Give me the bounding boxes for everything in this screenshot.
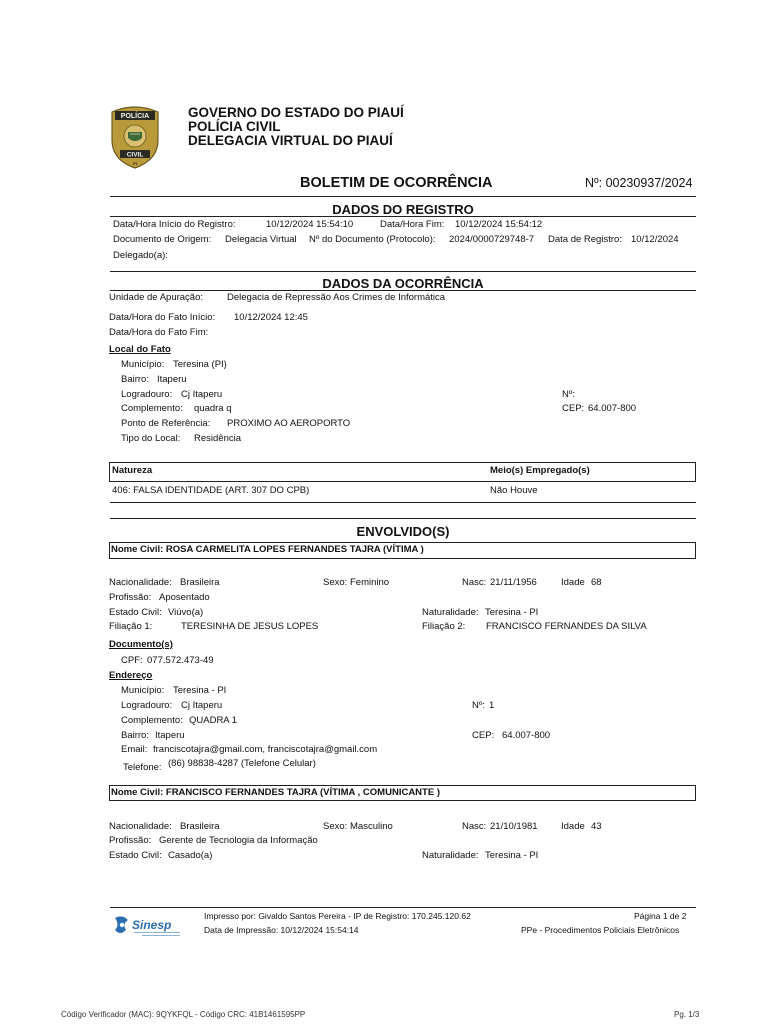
section-registro-heading: DADOS DO REGISTRO	[332, 202, 474, 217]
local-municipio-label: Município:	[121, 359, 165, 370]
registro-fim-label: Data/Hora Fim:	[380, 219, 445, 230]
p1-email-value: franciscotajra@gmail.com, franciscotajra@gmail.com	[153, 744, 378, 755]
p1-complemento-label: Complemento:	[121, 715, 183, 726]
p1-bairro-label: Bairro:	[121, 730, 149, 741]
p1-filiacao1-value: TERESINHA DE JESUS LOPES	[181, 621, 319, 632]
p1-nacionalidade-value: Brasileira	[180, 577, 220, 588]
sinesp-logo	[112, 912, 188, 940]
local-logradouro-label: Logradouro:	[121, 389, 173, 400]
local-cep-value: 64.007-800	[588, 403, 637, 414]
p2-nasc-label: Nasc:	[462, 821, 487, 832]
footer-impresso-por: Impresso por: Givaldo Santos Pereira - IP de Registro: 170.245.120.62	[204, 911, 471, 921]
registro-doc-origem-value: Delegacia Virtual	[225, 234, 297, 245]
divider	[110, 502, 696, 503]
p2-nacionalidade-value: Brasileira	[180, 821, 220, 832]
p1-nasc-label: Nasc:	[462, 577, 487, 588]
p1-sexo-label: Sexo:	[323, 577, 348, 588]
local-bairro-value: Itaperu	[157, 374, 187, 385]
divider	[110, 907, 696, 908]
registro-inicio-label: Data/Hora Início do Registro:	[113, 219, 236, 230]
natureza-header-row	[109, 462, 696, 482]
meio-header: Meio(s) Empregado(s)	[490, 465, 590, 476]
person-1-name: Nome Civil: ROSA CARMELITA LOPES FERNANDES TAJRA (VÍTIMA )	[111, 544, 424, 555]
p2-nacionalidade-label: Nacionalidade:	[109, 821, 172, 832]
registro-protocolo-value: 2024/0000729748-7	[449, 234, 535, 245]
local-cep-label: CEP:	[562, 403, 585, 414]
p1-logradouro-label: Logradouro:	[121, 700, 173, 711]
person-2-name: Nome Civil: FRANCISCO FERNANDES TAJRA (VÍTIMA , COMUNICANTE )	[111, 787, 440, 798]
p1-idade-value: 68	[591, 577, 602, 588]
p1-cpf-value: 077.572.473-49	[147, 655, 214, 666]
local-tipo-label: Tipo do Local:	[121, 433, 181, 444]
p1-estado-civil-label: Estado Civil:	[109, 607, 162, 618]
header-line-1: GOVERNO DO ESTADO DO PIAUÍ	[188, 105, 404, 120]
section-envolvidos-heading: ENVOLVIDO(S)	[356, 524, 450, 539]
p1-complemento-value: QUADRA 1	[189, 715, 238, 726]
header-line-2: POLÍCIA CIVIL	[188, 119, 281, 134]
bottom-page-number: Pg. 1/3	[674, 1010, 700, 1019]
local-bairro-label: Bairro:	[121, 374, 149, 385]
registro-fim-value: 10/12/2024 15:54:12	[455, 219, 543, 230]
document-title: BOLETIM DE OCORRÊNCIA	[300, 175, 493, 191]
natureza-header: Natureza	[112, 465, 153, 476]
local-referencia-label: Ponto de Referência:	[121, 418, 211, 429]
p1-municipio-value: Teresina - PI	[173, 685, 227, 696]
p1-sexo-value: Feminino	[350, 577, 390, 588]
p1-profissao-value: Aposentado	[159, 592, 210, 603]
meio-value: Não Houve	[490, 485, 538, 496]
p1-nacionalidade-label: Nacionalidade:	[109, 577, 172, 588]
registro-delegado-label: Delegado(a):	[113, 250, 168, 261]
p2-naturalidade-value: Teresina - PI	[485, 850, 539, 861]
p1-profissao-label: Profissão:	[109, 592, 152, 603]
header-line-3: DELEGACIA VIRTUAL DO PIAUÍ	[188, 133, 393, 148]
local-logradouro-value: Cj Itaperu	[181, 389, 223, 400]
p1-cep-label: CEP:	[472, 730, 495, 741]
divider	[110, 271, 696, 272]
p1-telefone-label: Telefone:	[123, 762, 162, 773]
p1-email-label: Email:	[121, 744, 148, 755]
document-number	[585, 176, 692, 190]
divider	[110, 196, 696, 197]
p1-idade-label: Idade	[561, 577, 585, 588]
document-number-label: Nº:	[585, 176, 603, 190]
section-ocorrencia-heading: DADOS DA OCORRÊNCIA	[322, 276, 484, 291]
p1-naturalidade-label: Naturalidade:	[422, 607, 479, 618]
unidade-label: Unidade de Apuração:	[109, 292, 204, 303]
p1-documentos-heading: Documento(s)	[109, 639, 173, 650]
document-number-value: 00230937/2024	[605, 176, 693, 190]
p2-naturalidade-label: Naturalidade:	[422, 850, 479, 861]
p2-nasc-value: 21/10/1981	[490, 821, 538, 832]
p1-cep-value: 64.007-800	[502, 730, 551, 741]
registro-data-value: 10/12/2024	[631, 234, 679, 245]
local-numero-label: Nº:	[562, 389, 575, 400]
p2-profissao-value: Gerente de Tecnologia da Informação	[159, 835, 318, 846]
p1-filiacao1-label: Filiação 1:	[109, 621, 153, 632]
divider	[110, 518, 696, 519]
seal-pi-text: PI	[133, 161, 137, 166]
local-referencia-value: PROXIMO AO AEROPORTO	[227, 418, 351, 429]
local-complemento-label: Complemento:	[121, 403, 183, 414]
fato-inicio-value: 10/12/2024 12:45	[234, 312, 308, 323]
footer-sistema: PPe - Procedimentos Policiais Eletrônicos	[521, 925, 680, 935]
p1-numero-label: Nº:	[472, 700, 485, 711]
p2-estado-civil-value: Casado(a)	[168, 850, 213, 861]
p1-filiacao2-label: Filiação 2:	[422, 621, 466, 632]
seal-top-text: POLÍCIA	[120, 113, 150, 121]
sinesp-logo-text: Sinesp	[132, 918, 172, 932]
divider	[110, 290, 696, 291]
seal-bottom-text: CIVIL	[126, 151, 144, 159]
footer-pagina: Página 1 de 2	[634, 911, 687, 921]
verification-code: Código Verificador (MAC): 9QYKFQL - Código CRC: 41B1461595PP	[61, 1010, 306, 1019]
unidade-value: Delegacia de Repressão Aos Crimes de Informática	[227, 292, 446, 303]
registro-doc-origem-label: Documento de Origem:	[113, 234, 212, 245]
p2-estado-civil-label: Estado Civil:	[109, 850, 162, 861]
p1-municipio-label: Município:	[121, 685, 165, 696]
p1-estado-civil-value: Viúvo(a)	[168, 607, 204, 618]
registro-data-label: Data de Registro:	[548, 234, 622, 245]
local-fato-heading: Local do Fato	[109, 344, 171, 355]
local-tipo-value: Residência	[194, 433, 241, 444]
fato-fim-label: Data/Hora do Fato Fim:	[109, 327, 209, 338]
footer-data-impressao: Data de Impressão: 10/12/2024 15:54:14	[204, 925, 359, 935]
p2-idade-label: Idade	[561, 821, 585, 832]
p1-naturalidade-value: Teresina - PI	[485, 607, 539, 618]
p2-sexo-label: Sexo:	[323, 821, 348, 832]
p1-nasc-value: 21/11/1956	[490, 577, 537, 588]
p1-logradouro-value: Cj Itaperu	[181, 700, 223, 711]
p1-bairro-value: Itaperu	[155, 730, 185, 741]
registro-inicio-value: 10/12/2024 15:54:10	[266, 219, 354, 230]
p2-idade-value: 43	[591, 821, 602, 832]
divider	[110, 216, 696, 217]
fato-inicio-label: Data/Hora do Fato Início:	[109, 312, 216, 323]
local-complemento-value: quadra q	[194, 403, 232, 414]
local-municipio-value: Teresina (PI)	[173, 359, 227, 370]
p2-sexo-value: Masculino	[350, 821, 393, 832]
p2-profissao-label: Profissão:	[109, 835, 152, 846]
p1-telefone-value: (86) 98838-4287 (Telefone Celular)	[168, 758, 316, 769]
p1-endereco-heading: Endereço	[109, 670, 153, 681]
p1-cpf-label: CPF:	[121, 655, 143, 666]
policia-civil-seal	[108, 104, 162, 170]
p1-numero-value: 1	[489, 700, 495, 711]
registro-protocolo-label: Nº do Documento (Protocolo):	[309, 234, 436, 245]
p1-filiacao2-value: FRANCISCO FERNANDES DA SILVA	[486, 621, 647, 632]
natureza-value: 406: FALSA IDENTIDADE (ART. 307 DO CPB)	[112, 485, 310, 496]
